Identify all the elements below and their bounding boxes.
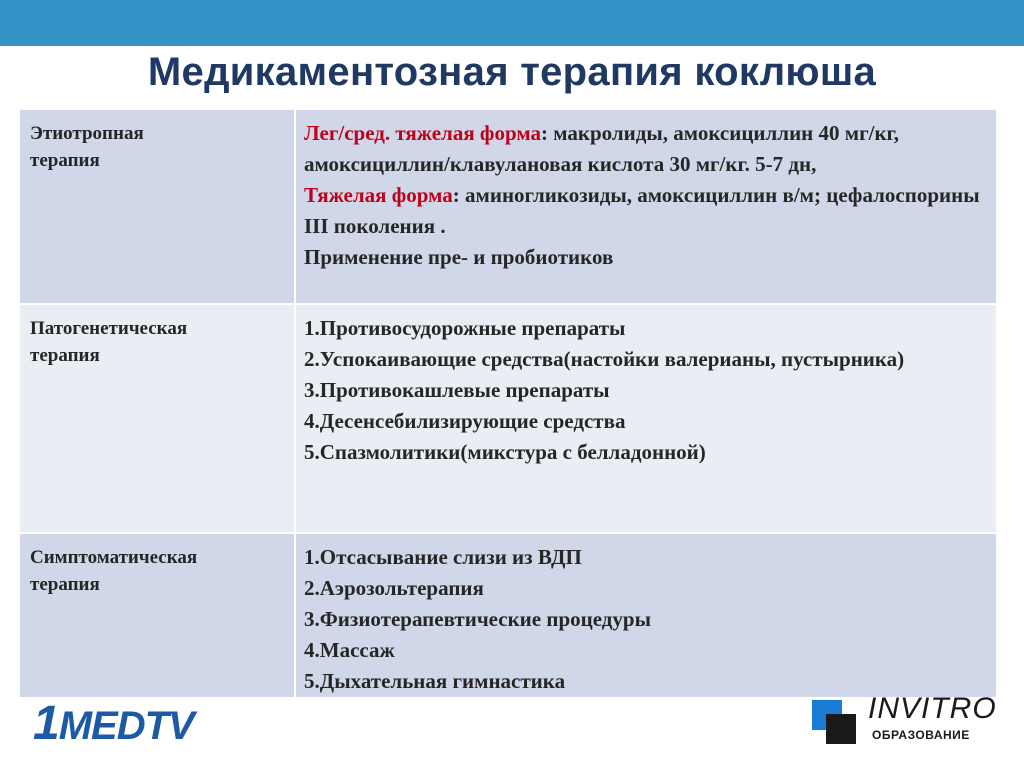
invitro-logo-name: INVITRO (868, 692, 997, 725)
table-row-etiotropic (19, 109, 997, 304)
table-row-pathogenetic (19, 304, 997, 533)
top-accent-bar (0, 0, 1024, 46)
row-content-pathogenetic (295, 304, 997, 533)
severe-form-text: : аминогликозиды, амоксициллин в/м; цефалоспорины III поколения . (304, 183, 980, 238)
list-item: 3.Противокашлевые препараты (304, 378, 610, 402)
table-row-symptomatic (19, 533, 997, 698)
invitro-logo-subtitle: ОБРАЗОВАНИЕ (872, 728, 970, 742)
row-label-symptomatic (19, 533, 295, 698)
medtv-logo-number: 1 (33, 697, 59, 750)
row-label-line: Патогенетическая (30, 318, 188, 339)
list-item: 4.Массаж (304, 638, 395, 662)
invitro-square-icon (812, 700, 856, 744)
row-label-line: терапия (30, 345, 100, 366)
row-content-etiotropic (295, 109, 997, 304)
slide-title: Медикаментозная терапия коклюша (147, 50, 877, 94)
row-label-pathogenetic (19, 304, 295, 533)
invitro-logo (812, 690, 1002, 750)
list-item: 2.Успокаивающие средства(настойки валерианы, пустырника) (304, 347, 905, 371)
mild-form-label: Лег/сред. тяжелая форма (304, 121, 541, 145)
row-label-line: терапия (30, 150, 100, 171)
row-label-line: Симптоматическая (30, 547, 198, 568)
row-label-etiotropic (19, 109, 295, 304)
list-item: 5.Дыхательная гимнастика (304, 669, 566, 693)
row-content-symptomatic (295, 533, 997, 698)
list-item: 1.Отсасывание слизи из ВДП (304, 545, 582, 569)
medtv-logo (33, 696, 194, 750)
medtv-logo-text: MEDTV (58, 704, 194, 748)
list-item: 3.Физиотерапевтические процедуры (304, 607, 651, 631)
row-label-line: терапия (30, 574, 100, 595)
therapy-table (18, 108, 998, 699)
list-item: 5.Спазмолитики(микстура с белладонной) (304, 440, 706, 464)
mild-form-text: : макролиды, амоксициллин 40 мг/кг, амоксициллин/клавулановая кислота 30 мг/кг. 5-7 дн, (304, 121, 899, 176)
list-item: 2.Аэрозольтерапия (304, 576, 484, 600)
severe-form-entry (304, 180, 988, 242)
list-item: 4.Десенсебилизирующие средства (304, 409, 626, 433)
mild-form-entry (304, 118, 988, 180)
severe-form-label: Тяжелая форма (304, 183, 453, 207)
row-label-line: Этиотропная (30, 123, 144, 144)
invitro-square-black (826, 714, 856, 744)
probiotics-note: Применение пре- и пробиотиков (304, 245, 614, 269)
list-item: 1.Противосудорожные препараты (304, 316, 626, 340)
